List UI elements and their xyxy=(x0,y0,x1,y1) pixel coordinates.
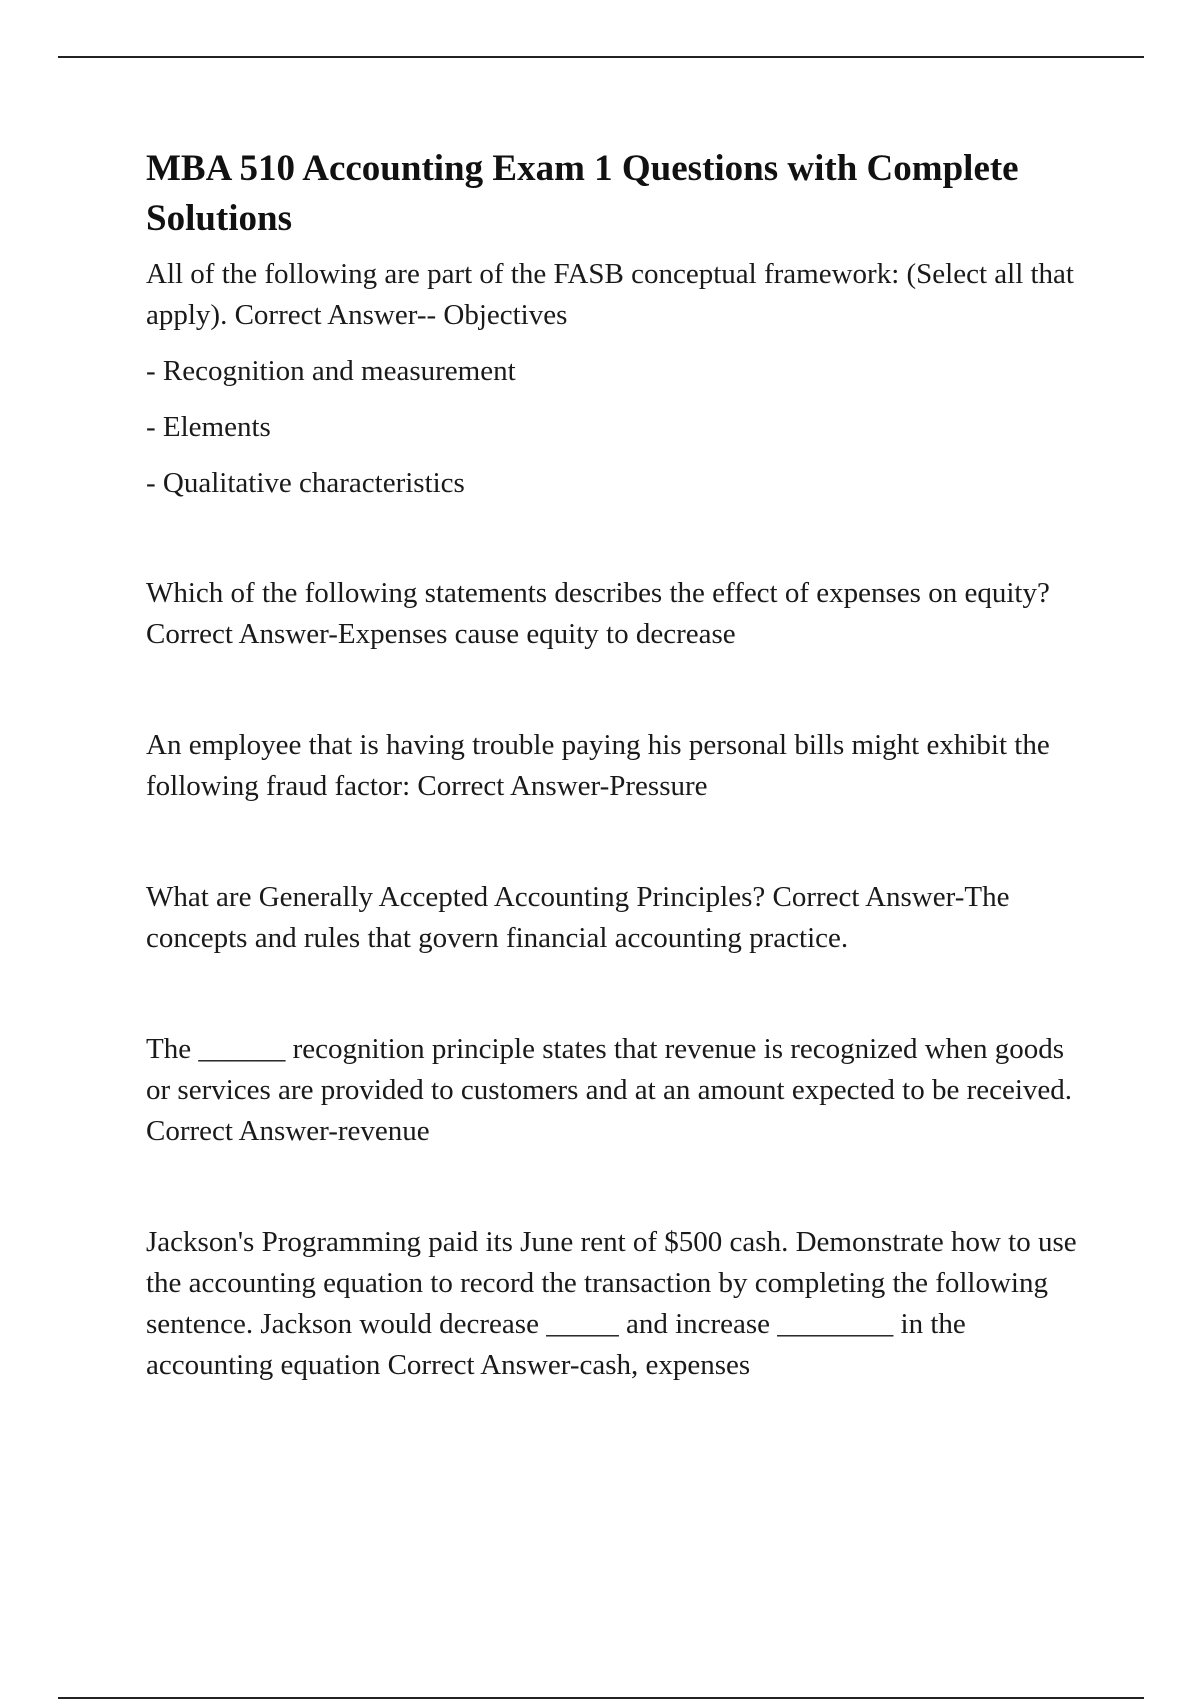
spacer xyxy=(146,807,1086,877)
spacer xyxy=(146,959,1086,1029)
document-title: MBA 510 Accounting Exam 1 Questions with Complete Solutions xyxy=(146,148,1019,239)
question-4 xyxy=(146,877,1086,959)
document-body xyxy=(146,144,1086,1386)
question-text: All of the following are part of the FASB conceptual framework: (Select all that apply). Correct Answer-- Objectives xyxy=(146,258,1074,331)
question-text: The ______ recognition principle states that revenue is recognized when goods or services are provided to customers and at an amount expected to be received. Correct Answer-revenue xyxy=(146,1033,1073,1147)
top-rule xyxy=(58,56,1144,58)
question-text: Jackson's Programming paid its June rent of $500 cash. Demonstrate how to use the accounting equation to record the transaction by completing the following sentence. Jackson would decrease _____ and increase ________ in the accounting equation Correct Answer-cash, expenses xyxy=(146,1226,1077,1381)
question-6 xyxy=(146,1222,1086,1386)
list-item: - Elements xyxy=(146,411,271,443)
list-item: - Recognition and measurement xyxy=(146,355,516,387)
list-item: - Qualitative characteristics xyxy=(146,467,465,499)
question-1 xyxy=(146,254,1086,504)
question-5 xyxy=(146,1029,1086,1152)
spacer xyxy=(146,504,1086,573)
question-text: Which of the following statements describes the effect of expenses on equity? Correct Answer-Expenses cause equity to decrease xyxy=(146,577,1050,650)
bottom-rule xyxy=(58,1697,1144,1699)
spacer xyxy=(146,1152,1086,1222)
question-3 xyxy=(146,725,1086,807)
question-2 xyxy=(146,573,1086,655)
answer-list xyxy=(146,351,1086,504)
spacer xyxy=(146,655,1086,725)
question-text: What are Generally Accepted Accounting Principles? Correct Answer-The concepts and rules that govern financial accounting practice. xyxy=(146,881,1010,954)
question-text: An employee that is having trouble paying his personal bills might exhibit the following fraud factor: Correct Answer-Pressure xyxy=(146,729,1050,802)
